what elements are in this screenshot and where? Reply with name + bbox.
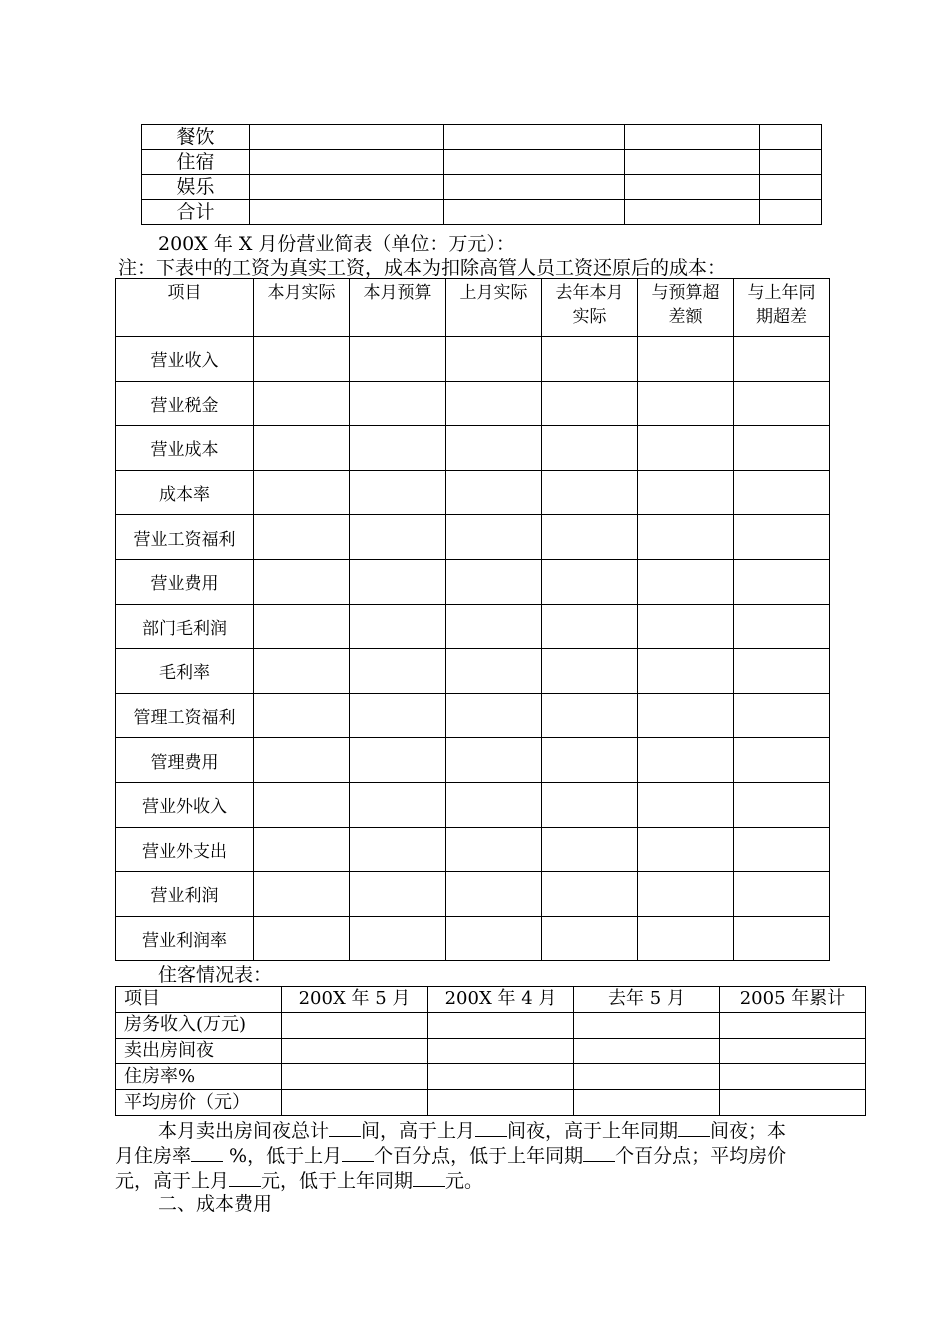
- empty-cell[interactable]: [250, 200, 444, 225]
- empty-cell[interactable]: [574, 1064, 720, 1090]
- empty-cell[interactable]: [734, 559, 830, 604]
- summary-text: 个百分点，低于上年同期: [374, 1145, 584, 1167]
- empty-cell[interactable]: [254, 827, 350, 872]
- occupancy-table: [115, 986, 866, 1116]
- row-label: 部门毛利润: [116, 604, 254, 649]
- empty-cell[interactable]: [734, 738, 830, 783]
- table-row: [116, 782, 830, 827]
- table-row: [142, 200, 822, 225]
- empty-cell[interactable]: [638, 827, 734, 872]
- summary-text: 间夜，高于上年同期: [507, 1120, 679, 1142]
- summary-line-1: [158, 1116, 786, 1144]
- header-text: 去年本月: [555, 283, 624, 303]
- table-row: [116, 872, 830, 917]
- section-heading: 二、成本费用: [158, 1193, 273, 1215]
- summary-line-3: [115, 1166, 483, 1194]
- row-label: 餐饮: [142, 125, 250, 150]
- row-label: 成本率: [116, 470, 254, 515]
- column-header: [638, 279, 734, 337]
- empty-cell[interactable]: [446, 559, 542, 604]
- report-title: 200X 年 X 月份营业简表（单位：万元）：: [158, 233, 515, 255]
- empty-cell[interactable]: [350, 470, 446, 515]
- empty-cell[interactable]: [542, 916, 638, 961]
- empty-cell[interactable]: [250, 125, 444, 150]
- empty-cell[interactable]: [734, 381, 830, 426]
- table-row: [116, 470, 830, 515]
- empty-cell[interactable]: [254, 426, 350, 471]
- empty-cell[interactable]: [734, 515, 830, 560]
- table-row: [116, 916, 830, 961]
- empty-cell[interactable]: [542, 337, 638, 382]
- empty-cell[interactable]: [446, 337, 542, 382]
- empty-cell[interactable]: [446, 827, 542, 872]
- empty-cell[interactable]: [250, 150, 444, 175]
- blank-field[interactable]: [342, 1141, 374, 1162]
- blank-field[interactable]: [413, 1166, 445, 1187]
- empty-cell[interactable]: [734, 693, 830, 738]
- empty-cell[interactable]: [638, 559, 734, 604]
- empty-cell[interactable]: [734, 916, 830, 961]
- empty-cell[interactable]: [760, 150, 822, 175]
- empty-cell[interactable]: [625, 125, 760, 150]
- empty-cell[interactable]: [734, 872, 830, 917]
- blank-field[interactable]: [475, 1116, 507, 1137]
- empty-cell[interactable]: [254, 337, 350, 382]
- empty-cell[interactable]: [254, 470, 350, 515]
- report-note: 注：下表中的工资为真实工资，成本为扣除高管人员工资还原后的成本：: [118, 257, 727, 279]
- column-header: [254, 279, 350, 337]
- empty-cell[interactable]: [250, 175, 444, 200]
- empty-cell[interactable]: [350, 559, 446, 604]
- row-label: 营业工资福利: [116, 515, 254, 560]
- empty-cell[interactable]: [446, 649, 542, 694]
- empty-cell[interactable]: [254, 738, 350, 783]
- empty-cell[interactable]: [350, 782, 446, 827]
- empty-cell[interactable]: [350, 649, 446, 694]
- header-text: 实际: [572, 307, 607, 327]
- row-label: 营业收入: [116, 337, 254, 382]
- column-header: 200X 年 5 月: [282, 987, 428, 1013]
- blank-field[interactable]: [229, 1166, 261, 1187]
- empty-cell[interactable]: [350, 515, 446, 560]
- empty-cell[interactable]: [638, 470, 734, 515]
- table-row: [116, 693, 830, 738]
- header-text: 项目: [167, 283, 202, 303]
- row-label: 房务收入(万元): [116, 1012, 282, 1038]
- empty-cell[interactable]: [254, 649, 350, 694]
- column-header: [446, 279, 542, 337]
- empty-cell[interactable]: [282, 1038, 428, 1064]
- empty-cell[interactable]: [350, 738, 446, 783]
- summary-text: 间夜；本: [710, 1120, 787, 1142]
- row-label: 合计: [142, 200, 250, 225]
- blank-field[interactable]: [329, 1116, 361, 1137]
- row-label: 营业利润率: [116, 916, 254, 961]
- empty-cell[interactable]: [542, 381, 638, 426]
- empty-cell[interactable]: [254, 381, 350, 426]
- empty-cell[interactable]: [734, 827, 830, 872]
- summary-text: 个百分点；平均房价: [615, 1145, 787, 1167]
- row-label: 住房率%: [116, 1064, 282, 1090]
- empty-cell[interactable]: [625, 175, 760, 200]
- empty-cell[interactable]: [720, 1012, 866, 1038]
- empty-cell[interactable]: [282, 1012, 428, 1038]
- empty-cell[interactable]: [350, 381, 446, 426]
- empty-cell[interactable]: [542, 827, 638, 872]
- empty-cell[interactable]: [428, 1090, 574, 1116]
- summary-text: 本月卖出房间夜总计: [158, 1120, 330, 1142]
- header-text: 本月预算: [363, 283, 432, 303]
- column-header: [734, 279, 830, 337]
- row-label: 营业费用: [116, 559, 254, 604]
- empty-cell[interactable]: [254, 604, 350, 649]
- empty-cell[interactable]: [446, 872, 542, 917]
- column-header: 去年 5 月: [574, 987, 720, 1013]
- empty-cell[interactable]: [638, 738, 734, 783]
- table-row: [116, 426, 830, 471]
- summary-text: 元。: [445, 1170, 484, 1192]
- empty-cell[interactable]: [638, 337, 734, 382]
- empty-cell[interactable]: [446, 693, 542, 738]
- empty-cell[interactable]: [446, 604, 542, 649]
- empty-cell[interactable]: [574, 1012, 720, 1038]
- table-row: [116, 559, 830, 604]
- empty-cell[interactable]: [282, 1064, 428, 1090]
- empty-cell[interactable]: [350, 872, 446, 917]
- empty-cell[interactable]: [254, 693, 350, 738]
- empty-cell[interactable]: [254, 782, 350, 827]
- empty-cell[interactable]: [446, 381, 542, 426]
- empty-cell[interactable]: [350, 693, 446, 738]
- empty-cell[interactable]: [254, 515, 350, 560]
- empty-cell[interactable]: [446, 426, 542, 471]
- empty-cell[interactable]: [254, 872, 350, 917]
- header-text: 差额: [668, 307, 703, 327]
- row-label: 卖出房间夜: [116, 1038, 282, 1064]
- empty-cell[interactable]: [625, 150, 760, 175]
- table-row: [116, 515, 830, 560]
- empty-cell[interactable]: [542, 782, 638, 827]
- empty-cell[interactable]: [734, 470, 830, 515]
- blank-field[interactable]: [191, 1141, 223, 1162]
- row-label: 住宿: [142, 150, 250, 175]
- empty-cell[interactable]: [574, 1038, 720, 1064]
- table-row: [116, 381, 830, 426]
- empty-cell[interactable]: [638, 604, 734, 649]
- empty-cell[interactable]: [542, 649, 638, 694]
- table-row: [116, 738, 830, 783]
- summary-text: 元，低于上年同期: [261, 1170, 414, 1192]
- empty-cell[interactable]: [734, 426, 830, 471]
- column-header: 项目: [116, 987, 282, 1013]
- empty-cell[interactable]: [446, 470, 542, 515]
- header-row: [116, 279, 830, 337]
- empty-cell[interactable]: [542, 738, 638, 783]
- summary-text: %，低于上月: [223, 1145, 343, 1167]
- empty-cell[interactable]: [444, 150, 625, 175]
- empty-cell[interactable]: [542, 515, 638, 560]
- empty-cell[interactable]: [542, 426, 638, 471]
- table-row: [116, 1064, 866, 1090]
- table-row: [142, 125, 822, 150]
- empty-cell[interactable]: [542, 470, 638, 515]
- empty-cell[interactable]: [446, 782, 542, 827]
- empty-cell[interactable]: [542, 693, 638, 738]
- column-header: [542, 279, 638, 337]
- row-label: 营业利润: [116, 872, 254, 917]
- revenue-category-table: [141, 124, 822, 225]
- empty-cell[interactable]: [760, 200, 822, 225]
- column-header: 200X 年 4 月: [428, 987, 574, 1013]
- summary-text: 间，高于上月: [361, 1120, 476, 1142]
- empty-cell[interactable]: [638, 381, 734, 426]
- header-text: 与上年同: [747, 283, 816, 303]
- empty-cell[interactable]: [350, 337, 446, 382]
- empty-cell[interactable]: [638, 649, 734, 694]
- empty-cell[interactable]: [446, 738, 542, 783]
- empty-cell[interactable]: [574, 1090, 720, 1116]
- row-label: 毛利率: [116, 649, 254, 694]
- empty-cell[interactable]: [638, 426, 734, 471]
- empty-cell[interactable]: [720, 1090, 866, 1116]
- empty-cell[interactable]: [446, 515, 542, 560]
- empty-cell[interactable]: [282, 1090, 428, 1116]
- empty-cell[interactable]: [638, 515, 734, 560]
- empty-cell[interactable]: [350, 426, 446, 471]
- table-row: [116, 649, 830, 694]
- header-text: 本月实际: [267, 283, 336, 303]
- summary-text: 元，高于上月: [115, 1170, 230, 1192]
- empty-cell[interactable]: [350, 916, 446, 961]
- empty-cell[interactable]: [350, 604, 446, 649]
- row-label: 管理费用: [116, 738, 254, 783]
- column-header: [116, 279, 254, 337]
- table-row: [142, 150, 822, 175]
- row-label: 平均房价（元）: [116, 1090, 282, 1116]
- empty-cell[interactable]: [720, 1038, 866, 1064]
- monthly-business-summary-table: [115, 278, 830, 961]
- row-label: 营业外支出: [116, 827, 254, 872]
- empty-cell[interactable]: [542, 604, 638, 649]
- occupancy-title: 住客情况表：: [158, 964, 273, 986]
- summary-line-2: [115, 1141, 786, 1169]
- empty-cell[interactable]: [760, 125, 822, 150]
- empty-cell[interactable]: [254, 559, 350, 604]
- empty-cell[interactable]: [638, 916, 734, 961]
- table-row: [116, 827, 830, 872]
- table-row: [116, 337, 830, 382]
- empty-cell[interactable]: [542, 559, 638, 604]
- header-row: [116, 987, 866, 1013]
- row-label: 管理工资福利: [116, 693, 254, 738]
- row-label: 营业税金: [116, 381, 254, 426]
- empty-cell[interactable]: [542, 872, 638, 917]
- empty-cell[interactable]: [638, 872, 734, 917]
- empty-cell[interactable]: [254, 916, 350, 961]
- empty-cell[interactable]: [638, 693, 734, 738]
- row-label: 营业成本: [116, 426, 254, 471]
- column-header: [350, 279, 446, 337]
- empty-cell[interactable]: [444, 125, 625, 150]
- empty-cell[interactable]: [444, 200, 625, 225]
- summary-text: 月住房率: [115, 1145, 192, 1167]
- empty-cell[interactable]: [444, 175, 625, 200]
- empty-cell[interactable]: [428, 1064, 574, 1090]
- header-text: 上月实际: [459, 283, 528, 303]
- empty-cell[interactable]: [734, 649, 830, 694]
- empty-cell[interactable]: [720, 1064, 866, 1090]
- table-row: [142, 175, 822, 200]
- header-text: 期超差: [756, 307, 807, 327]
- empty-cell[interactable]: [350, 827, 446, 872]
- blank-field[interactable]: [678, 1116, 710, 1137]
- header-text: 与预算超: [651, 283, 720, 303]
- table-row: [116, 1012, 866, 1038]
- row-label: 娱乐: [142, 175, 250, 200]
- empty-cell[interactable]: [734, 604, 830, 649]
- empty-cell[interactable]: [638, 782, 734, 827]
- empty-cell[interactable]: [734, 782, 830, 827]
- empty-cell[interactable]: [446, 916, 542, 961]
- table-row: [116, 604, 830, 649]
- empty-cell[interactable]: [625, 200, 760, 225]
- empty-cell[interactable]: [428, 1038, 574, 1064]
- blank-field[interactable]: [583, 1141, 615, 1162]
- row-label: 营业外收入: [116, 782, 254, 827]
- empty-cell[interactable]: [760, 175, 822, 200]
- empty-cell[interactable]: [428, 1012, 574, 1038]
- empty-cell[interactable]: [734, 337, 830, 382]
- column-header: 2005 年累计: [720, 987, 866, 1013]
- table-row: [116, 1038, 866, 1064]
- table-row: [116, 1090, 866, 1116]
